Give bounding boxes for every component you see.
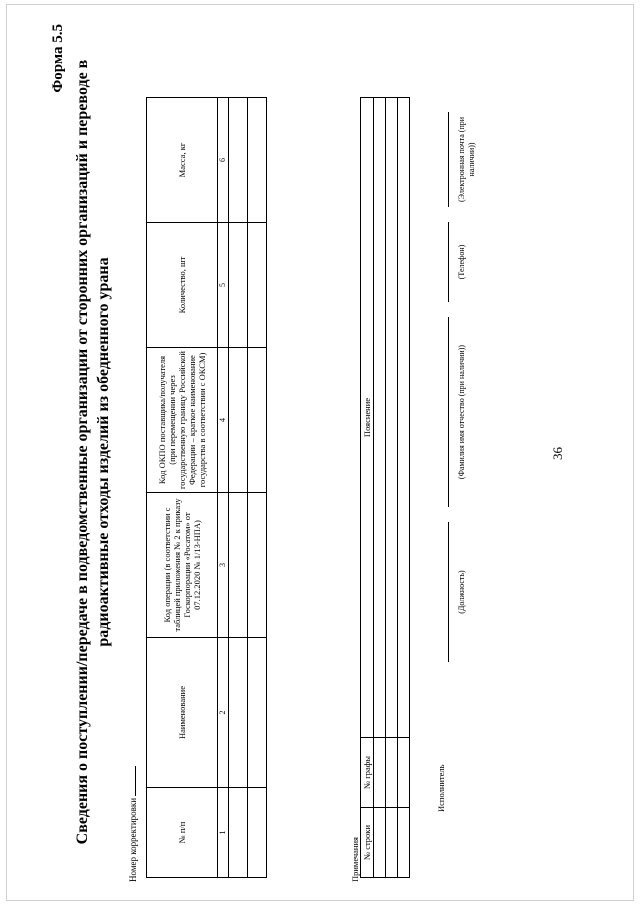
header-cell: Код операции (в соответствии с таблицей приложения № 2 к приказу Госкорпорации «Росатом» от 07.12.2020 № 1/13-НПА) (147, 493, 218, 638)
header-cell: Наименование (147, 638, 218, 788)
form-label: Форма 5.5 (50, 24, 66, 93)
column-number: 1 (218, 788, 229, 878)
notes-title: Примечания (350, 837, 360, 882)
table-row (248, 98, 267, 878)
document-title: Сведения о поступлении/передаче в подведомственные организации от сторонних организаций и переводе в радиоактивные отходы изделий из обедненного урана (74, 59, 112, 845)
notes-table (360, 97, 410, 878)
data-cell[interactable] (248, 98, 267, 223)
column-number: 3 (218, 493, 229, 638)
executor-phone-field[interactable]: (Телефон) (448, 222, 467, 302)
data-cell[interactable] (398, 738, 410, 808)
table-row (374, 98, 386, 878)
data-cell[interactable] (386, 738, 398, 808)
data-cell[interactable] (386, 808, 398, 878)
data-cell[interactable] (248, 223, 267, 348)
header-cell: № п/п (147, 788, 218, 878)
correction-number-line (126, 766, 136, 796)
table-row (229, 98, 248, 878)
correction-number-label: Номер корректировки (128, 797, 138, 882)
notes-header-row (361, 98, 374, 878)
document-sheet (50, 12, 590, 892)
column-number: 4 (218, 348, 229, 493)
data-cell[interactable] (229, 223, 248, 348)
data-cell[interactable] (248, 788, 267, 878)
correction-number (126, 766, 138, 882)
data-cell[interactable] (398, 98, 410, 738)
data-cell[interactable] (248, 638, 267, 788)
header-cell: Пояснение (361, 98, 374, 738)
header-cell: Масса, кг (147, 98, 218, 223)
data-cell[interactable] (248, 348, 267, 493)
main-table-number-row (218, 98, 229, 878)
table-row (386, 98, 398, 878)
executor-label: Исполнитель (436, 764, 446, 812)
data-cell[interactable] (374, 808, 386, 878)
data-cell[interactable] (374, 738, 386, 808)
data-cell[interactable] (229, 98, 248, 223)
header-cell: Код ОКПО поставщика/получателя (при перемещении через государственную границу Российской Федерации – краткое наименование государства в соответствии с ОКСМ) (147, 348, 218, 493)
executor-name-field[interactable]: (Фамилия имя отчество (при наличии)) (448, 317, 467, 507)
column-number: 6 (218, 98, 229, 223)
executor-position-field[interactable]: (Должность) (448, 522, 467, 662)
data-cell[interactable] (229, 493, 248, 638)
data-cell[interactable] (386, 98, 398, 738)
main-table-header-row (147, 98, 218, 878)
data-cell[interactable] (229, 348, 248, 493)
data-cell[interactable] (398, 808, 410, 878)
data-cell[interactable] (229, 788, 248, 878)
column-number: 2 (218, 638, 229, 788)
data-cell[interactable] (229, 638, 248, 788)
executor-block (434, 112, 494, 812)
header-cell: № графы (361, 738, 374, 808)
column-number: 5 (218, 223, 229, 348)
data-cell[interactable] (248, 493, 267, 638)
table-row (398, 98, 410, 878)
data-cell[interactable] (374, 98, 386, 738)
executor-email-field[interactable]: (Электронная почта (при наличии)) (448, 112, 477, 207)
main-table (146, 97, 267, 878)
header-cell: № строки (361, 808, 374, 878)
header-cell: Количество, шт (147, 223, 218, 348)
page-number: 36 (550, 447, 565, 460)
